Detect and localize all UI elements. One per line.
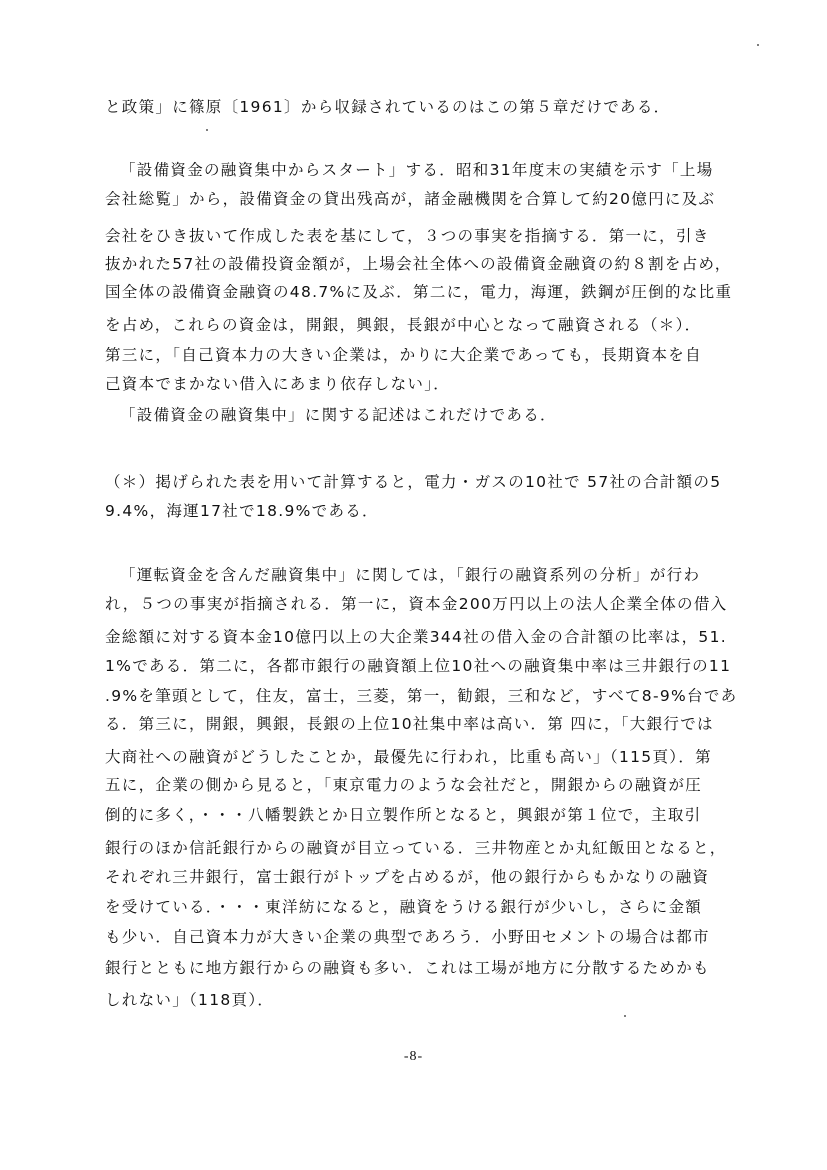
text-line: 「設備資金の融資集中からスタート」する．昭和31年度末の実績を示す「上場 [120,161,714,179]
text-line: それぞれ三井銀行，富士銀行がトップを占めるが，他の銀行からもかなりの融資 [105,868,710,886]
text-line: 1%である．第二に，各都市銀行の融資額上位10社への融資集中率は三井銀行の11 [105,657,732,675]
text-line: を受けている．・・・東洋紡になると，融資をうける銀行が少いし，さらに金額 [105,898,703,916]
text-line: も少い．自己資本力が大きい企業の典型であろう．小野田セメントの場合は都市 [105,928,710,946]
footnote-line: 9.4%，海運17社で18.9%である． [105,502,379,520]
scan-speck [624,1015,626,1017]
text-line: 第三に，「自己資本力の大きい企業は，かりに大企業であっても，長期資本を自 [105,346,702,364]
scan-speck [206,129,208,131]
text-line: 国全体の設備資金融資の48.7%に及ぶ．第二に，電力，海運，鉄鋼が圧倒的な比重 [105,283,733,301]
text-line: 五に，企業の側から見ると，「東京電力のような会社だと，開銀からの融資が圧 [105,776,703,794]
text-line: を占め，これらの資金は，開銀，興銀，長銀が中心となって融資される（＊）． [105,316,702,334]
text-line: 倒的に多く，・・・八幡製鉄とか日立製作所となると，興銀が第１位で，主取引 [105,806,702,824]
text-line: 「運転資金を含んだ融資集中」に関しては，「銀行の融資系列の分析」が行わ [120,566,701,584]
text-line: れ，５つの事実が指摘される．第一に，資本金200万円以上の法人企業全体の借入 [105,595,728,613]
scan-speck [757,44,759,46]
footnote-line: （＊）掲げられた表を用いて計算すると，電力・ガスの10社で 57社の合計額の5 [105,473,722,491]
text-line: 己資本でまかない借入にあまり依存しない」． [105,375,451,393]
text-line: 銀行とともに地方銀行からの融資も多い．これは工場が地方に分散するためかも [105,959,710,977]
text-line: 会社をひき抜いて作成した表を基にして，３つの事実を指摘する．第一に，引き [105,227,710,245]
text-line: .9%を筆頭として，住友，富士，三菱，第一，勧銀，三和など，すべて8-9%台であ [105,687,738,705]
text-line: と政策」に篠原〔1961〕から収録されているのはこの第５章だけである． [105,98,671,116]
text-line: 銀行のほか信託銀行からの融資が目立っている．三井物産とか丸紅飯田となると， [105,839,727,857]
page-number: -8- [403,1049,424,1064]
text-line: 大商社への融資がどうしたことか，最優先に行われ，比重も高い」（115頁）．第 [105,748,712,766]
text-line: 会社総覧」から，設備資金の貸出残高が，諸金融機関を合算して約20億円に及ぶ [105,190,716,208]
text-line: しれない」（118頁）． [105,991,275,1009]
text-line: 抜かれた57社の設備投資金額が，上場会社全体への設備資金融資の約８割を占め， [105,255,732,273]
text-line: 「設備資金の融資集中」に関する記述はこれだけである． [120,406,557,424]
text-line: 金総額に対する資本金10億円以上の大企業344社の借入金の合計額の比率は，51. [105,628,727,646]
text-line: る．第三に，開銀，興銀，長銀の上位10社集中率は高い．第 四に，「大銀行では [105,715,714,733]
